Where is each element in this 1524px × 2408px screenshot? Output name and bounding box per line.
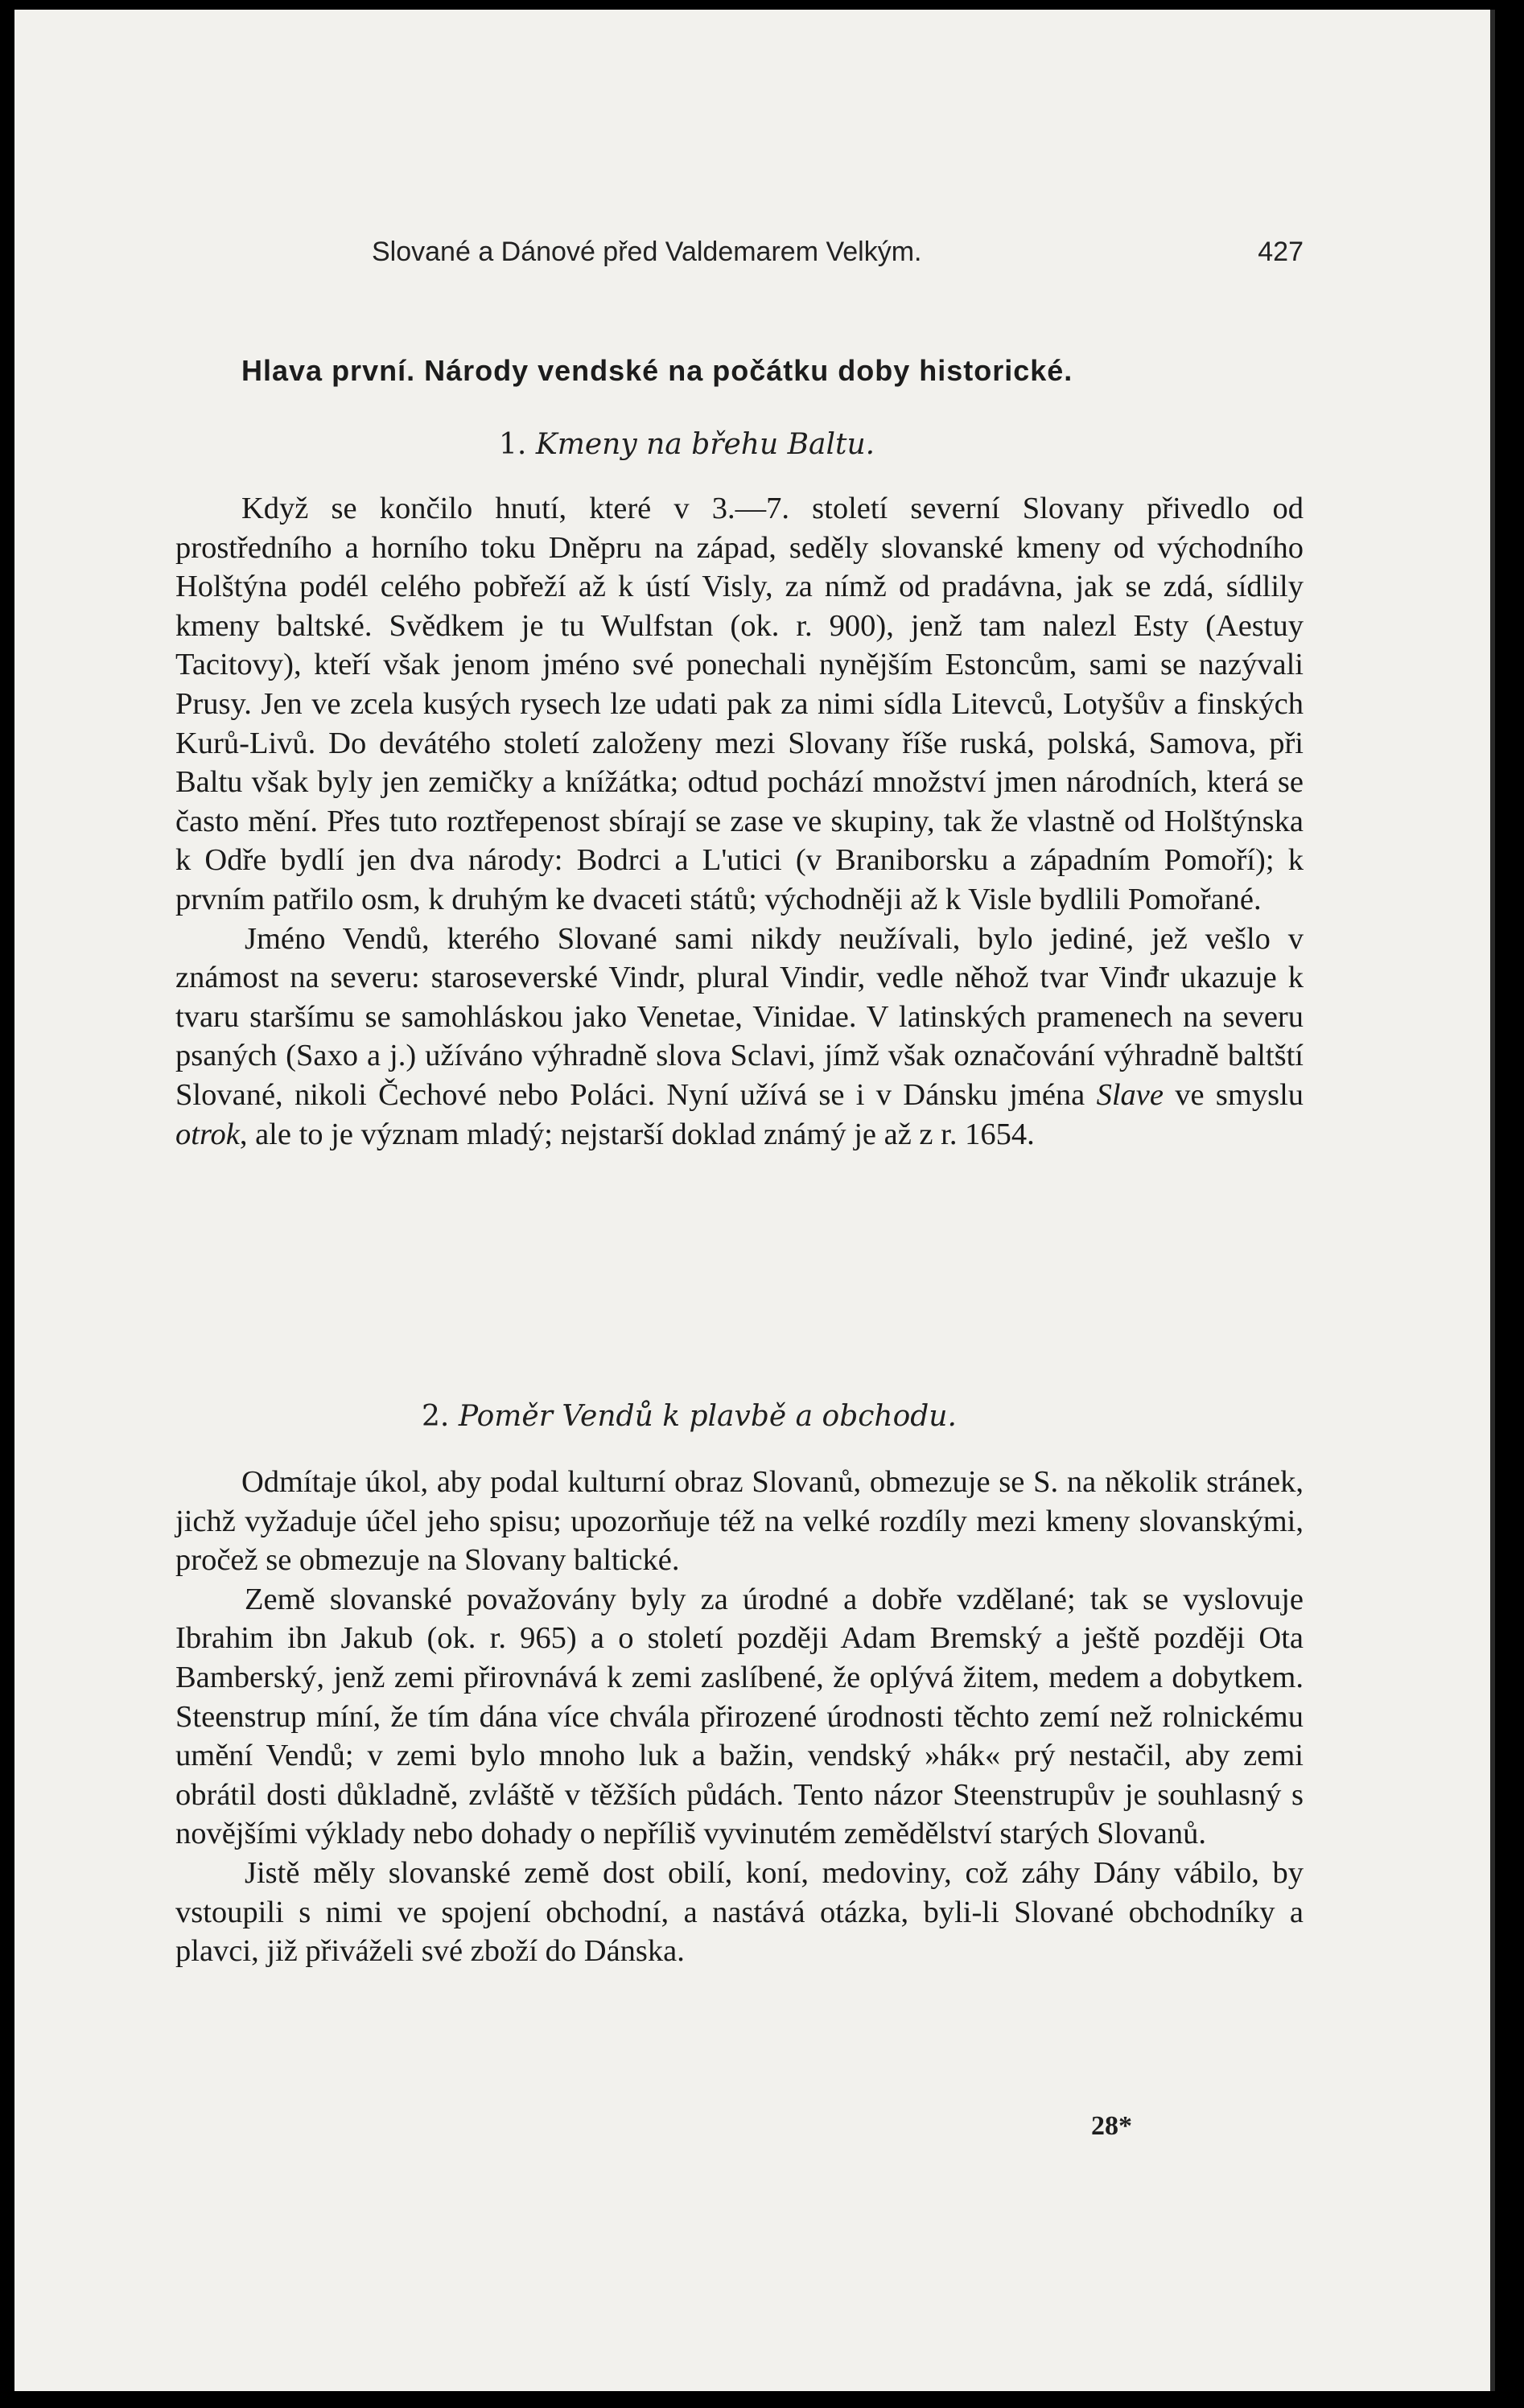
running-title: Slované a Dánové před Valdemarem Velkým. xyxy=(372,237,922,267)
section-1-number: 1. xyxy=(499,428,527,461)
italic-word: otrok xyxy=(175,1117,240,1151)
paragraph: Odmítaje úkol, aby podal kulturní obraz Slovanů, obmezuje se S. na několik stránek, jichž vyžaduje účel jeho spisu; upozorňuje též na velké rozdíly mezi kmeny slovanskými, pročež se obmezuje na Slovany baltické. xyxy=(175,1465,1304,1578)
paragraph: Jistě měly slovanské země dost obilí, koní, medoviny, což záhy Dány vábilo, by vstoupili s nimi ve spojení obchodní, a nastává otázka, byli-li Slované obchodníky a plavci, již přiváželi své zboží do Dánska. xyxy=(175,1855,1304,1969)
chapter-title: Hlava první. Národy vendské na počátku doby historické. xyxy=(241,354,1073,387)
running-header xyxy=(372,237,1304,268)
section-heading-2 xyxy=(422,1400,1495,1433)
paragraph xyxy=(175,920,1304,1155)
section-heading-1 xyxy=(499,428,1495,461)
section-2-number: 2. xyxy=(422,1400,450,1433)
page-number: 427 xyxy=(1258,237,1304,267)
paragraph: Země slovanské považovány byly za úrodné a dobře vzdělané; tak se vyslovuje Ibrahim ibn Jakub (ok. r. 965) a o století později Adam Bremský a ještě později Ota Bamberský, jenž zemi přirovnává k zemi zaslíbené, že oplývá žitem, medem a dobytkem. Steenstrup míní, že tím dána více chvála přirozené úrodnosti těchto zemí než rolnickému umění Vendů; v zemi bylo mnoho luk a bažin, vendský »hák« prý nestačil, aby zemi obrátil dosti důkladně, zvláště v těžších půdách. Tento názor Steenstrupův je souhlasný s novějšími výklady nebo dohady o nepříliš vyvinutém zemědělství starých Slovanů. xyxy=(175,1582,1304,1851)
paragraph-text: ve smyslu xyxy=(1175,1077,1304,1112)
paragraph-text: Jméno Vendů, kterého Slované sami nikdy neužívali, bylo jediné, jež vešlo v známost na severu: staroseverské Vindr, plural Vindir, vedle něhož tvar Vinđr ukazuje k tvaru staršímu se samohláskou jako Venetae, Vinidae. V latinských pramenech na severu psaných (Saxo a j.) užíváno výhradně slova Sclavi, jímž však označování výhradně baltští Slované, nikoli Čechové nebo Poláci. Nyní užívá se i v Dánsku jména xyxy=(175,921,1304,1112)
paragraph-text: , ale to je význam mladý; nejstarší doklad známý je až z r. 1654. xyxy=(239,1117,1035,1151)
section-2-body xyxy=(175,1463,1304,1971)
printer-signature: 28* xyxy=(1091,2111,1132,2141)
section-1-body xyxy=(175,489,1304,1154)
italic-word: Slave xyxy=(1096,1077,1164,1112)
book-page xyxy=(14,10,1495,2391)
paragraph: Když se končilo hnutí, které v 3.—7. století severní Slovany přivedlo od prostředního a horního toku Dněpru na západ, seděly slovanské kmeny od východního Holštýna podél celého pobřeží až k ústí Visly, za nímž od pradávna, jak se zdá, sídlily kmeny baltské. Svědkem je tu Wulfstan (ok. r. 900), jenž tam nalezl Esty (Aestuy Tacitovy), kteří však jenom jméno své ponechali nynějším Estoncům, sami se nazývali Prusy. Jen ve zcela kusých rysech lze udati pak za nimi sídla Litevců, Lotyšův a finských Kurů-Livů. Do devátého století založeny mezi Slovany říše ruská, polská, Samova, při Baltu však byly jen zemičky a knížátka; odtud pochází množství jmen národních, která se často mění. Přes tuto roztřepenost sbírají se zase ve skupiny, tak že vlastně od Holštýnska k Odře bydlí jen dva národy: Bodrci a L'utici (v Braniborsku a západním Pomoří); k prvním patřilo osm, k druhým ke dvaceti států; východněji až k Visle bydlili Pomořané. xyxy=(175,492,1304,916)
section-2-title: Poměr Vendů k plavbě a obchodu. xyxy=(458,1400,957,1433)
section-1-title: Kmeny na břehu Baltu. xyxy=(535,428,875,461)
